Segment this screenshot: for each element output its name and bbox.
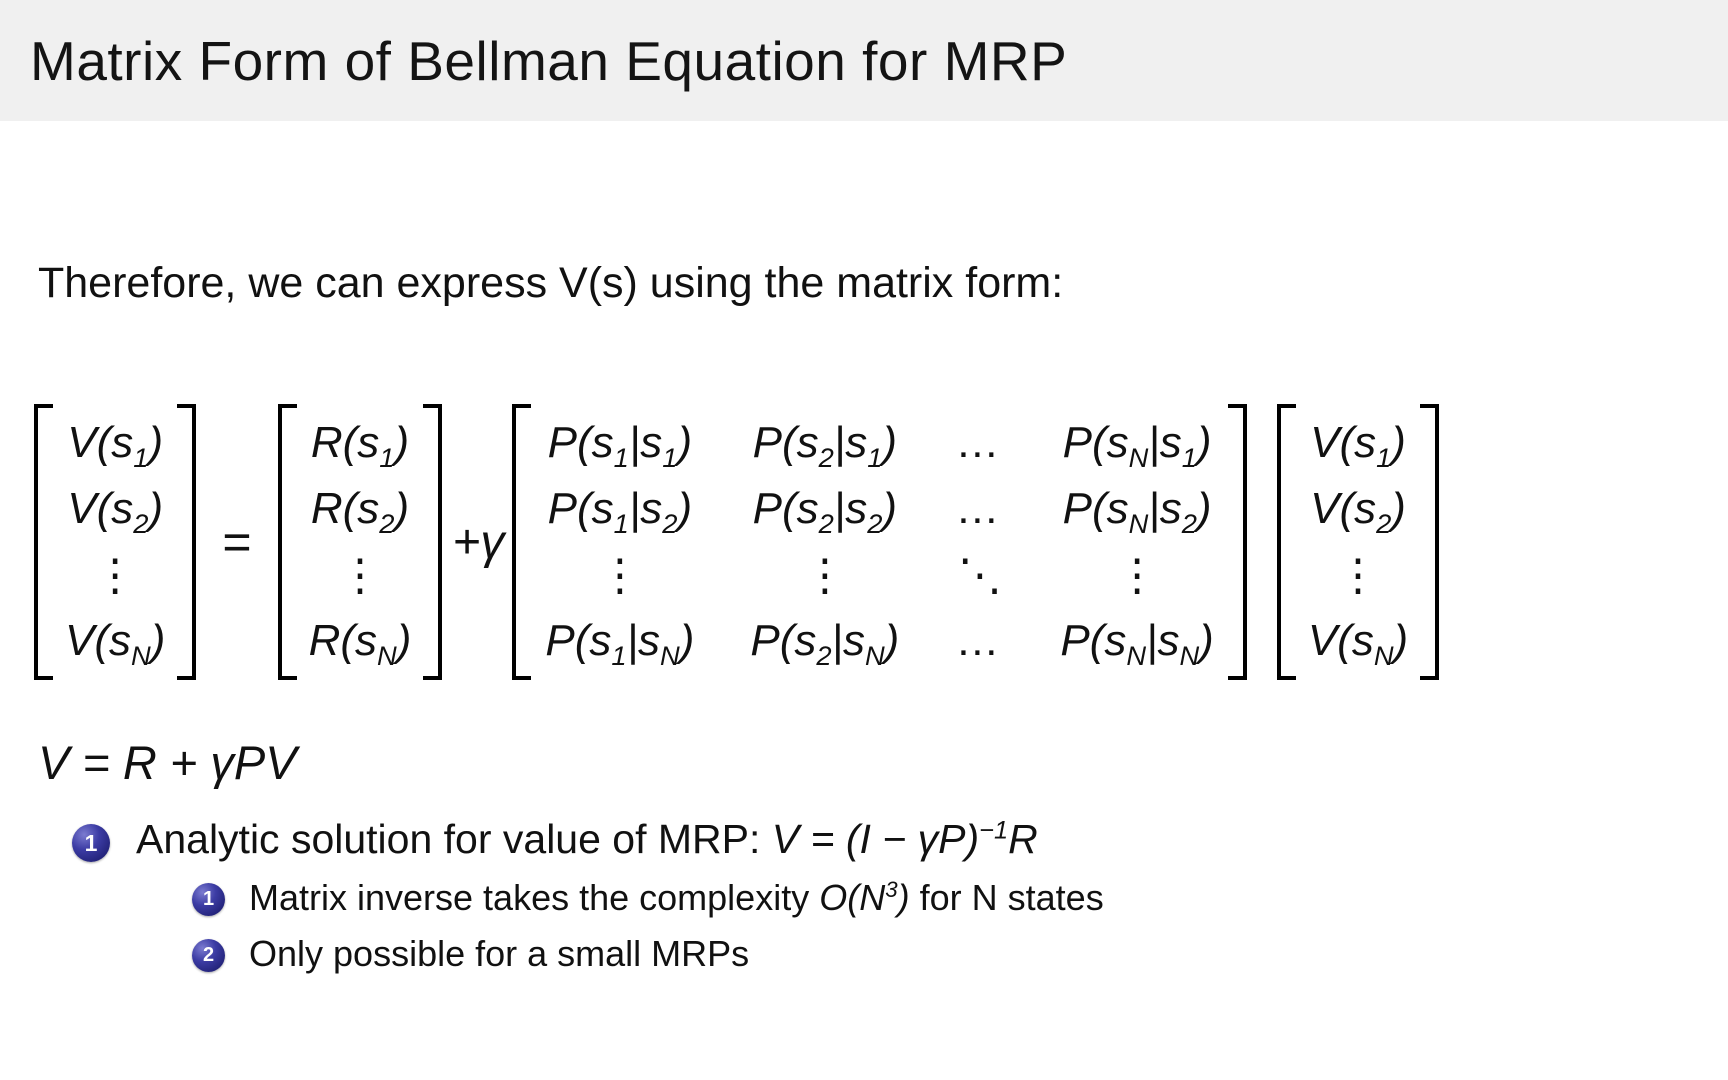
matrix-cell: $P(s_N|s_N)$ (1060, 616, 1214, 671)
vector-entry: $V(s_N)$ (65, 616, 166, 671)
vector-entry: $V(s_N)$ (1307, 616, 1409, 671)
vdots: ⋮ (1336, 550, 1380, 600)
matrix-cell: $P(s_1|s_2)$ (547, 484, 693, 539)
compact-equation: V = R + γPV (38, 736, 297, 789)
vector-entry: $V(s_1)$ (67, 418, 164, 473)
sub-bullet-item (192, 877, 1728, 919)
bullet-text (136, 816, 1038, 863)
bullet-list (0, 816, 1728, 975)
bullet-text-plain: Matrix inverse takes the complexity (249, 877, 820, 918)
slide-header-bar (0, 0, 1728, 121)
vector-entry: $V(s_2)$ (1310, 484, 1406, 539)
sub-bullet-text (249, 877, 1104, 919)
cdots: … (955, 418, 1005, 467)
matrix-cell: $P(s_2|s_1)$ (752, 418, 898, 473)
matrix-cell: $P(s_N|s_1)$ (1062, 418, 1212, 473)
v-vector-right (1277, 404, 1439, 680)
right-bracket (177, 404, 196, 680)
p-matrix (512, 404, 1246, 680)
vdots: ⋮ (1115, 550, 1160, 600)
matrix-cell: $P(s_1|s_N)$ (545, 616, 695, 671)
right-bracket (1228, 404, 1247, 680)
left-bracket (1277, 404, 1296, 680)
cdots: … (955, 616, 1005, 665)
bullet-number-badge: 1 (72, 824, 110, 862)
vdots: ⋮ (597, 550, 642, 600)
vector-entry: $R(s_N)$ (308, 616, 412, 671)
sub-bullet-text (249, 933, 749, 975)
bullet-item (72, 816, 1728, 863)
vdots: ⋮ (337, 550, 382, 600)
vdots: ⋮ (802, 550, 847, 600)
vector-entry: $R(s_1)$ (310, 418, 410, 473)
bullet-text-math: $V = (I - \gamma P)^{-1}R$ (771, 816, 1038, 862)
cdots: … (955, 484, 1005, 533)
ddots: ⋱ (957, 550, 1002, 600)
vdots: ⋮ (93, 550, 138, 600)
bullet-text-plain: Analytic solution for value of MRP: (136, 816, 772, 862)
bullet-number-badge: 2 (192, 939, 225, 972)
page-title: Matrix Form of Bellman Equation for MRP (30, 29, 1068, 92)
matrix-cell: $P(s_2|s_2)$ (752, 484, 898, 539)
matrix-cell: $P(s_N|s_2)$ (1062, 484, 1212, 539)
left-bracket (278, 404, 297, 680)
v-vector-left (34, 404, 196, 680)
right-bracket (1420, 404, 1439, 680)
bullet-text-plain: Only possible for a small MRPs (249, 933, 750, 974)
bullet-number-badge: 1 (192, 883, 225, 916)
vector-entry: $V(s_1)$ (1310, 418, 1406, 473)
vector-entry: $R(s_2)$ (310, 484, 410, 539)
r-vector (278, 404, 443, 680)
matrix-equation (34, 404, 1728, 680)
bullet-text-math: $O(N^3)$ (819, 877, 910, 918)
equals-sign: = (222, 514, 252, 570)
matrix-cell: $P(s_2|s_N)$ (750, 616, 900, 671)
intro-text: Therefore, we can express V(s) using the matrix form: (38, 259, 1064, 307)
right-bracket (423, 404, 442, 680)
bullet-text-plain: for N states (909, 877, 1104, 918)
plus-gamma: +γ (452, 515, 505, 569)
left-bracket (512, 404, 531, 680)
sub-bullet-item (192, 933, 1728, 975)
vector-entry: $V(s_2)$ (67, 484, 164, 539)
matrix-cell: $P(s_1|s_1)$ (547, 418, 693, 473)
left-bracket (34, 404, 53, 680)
